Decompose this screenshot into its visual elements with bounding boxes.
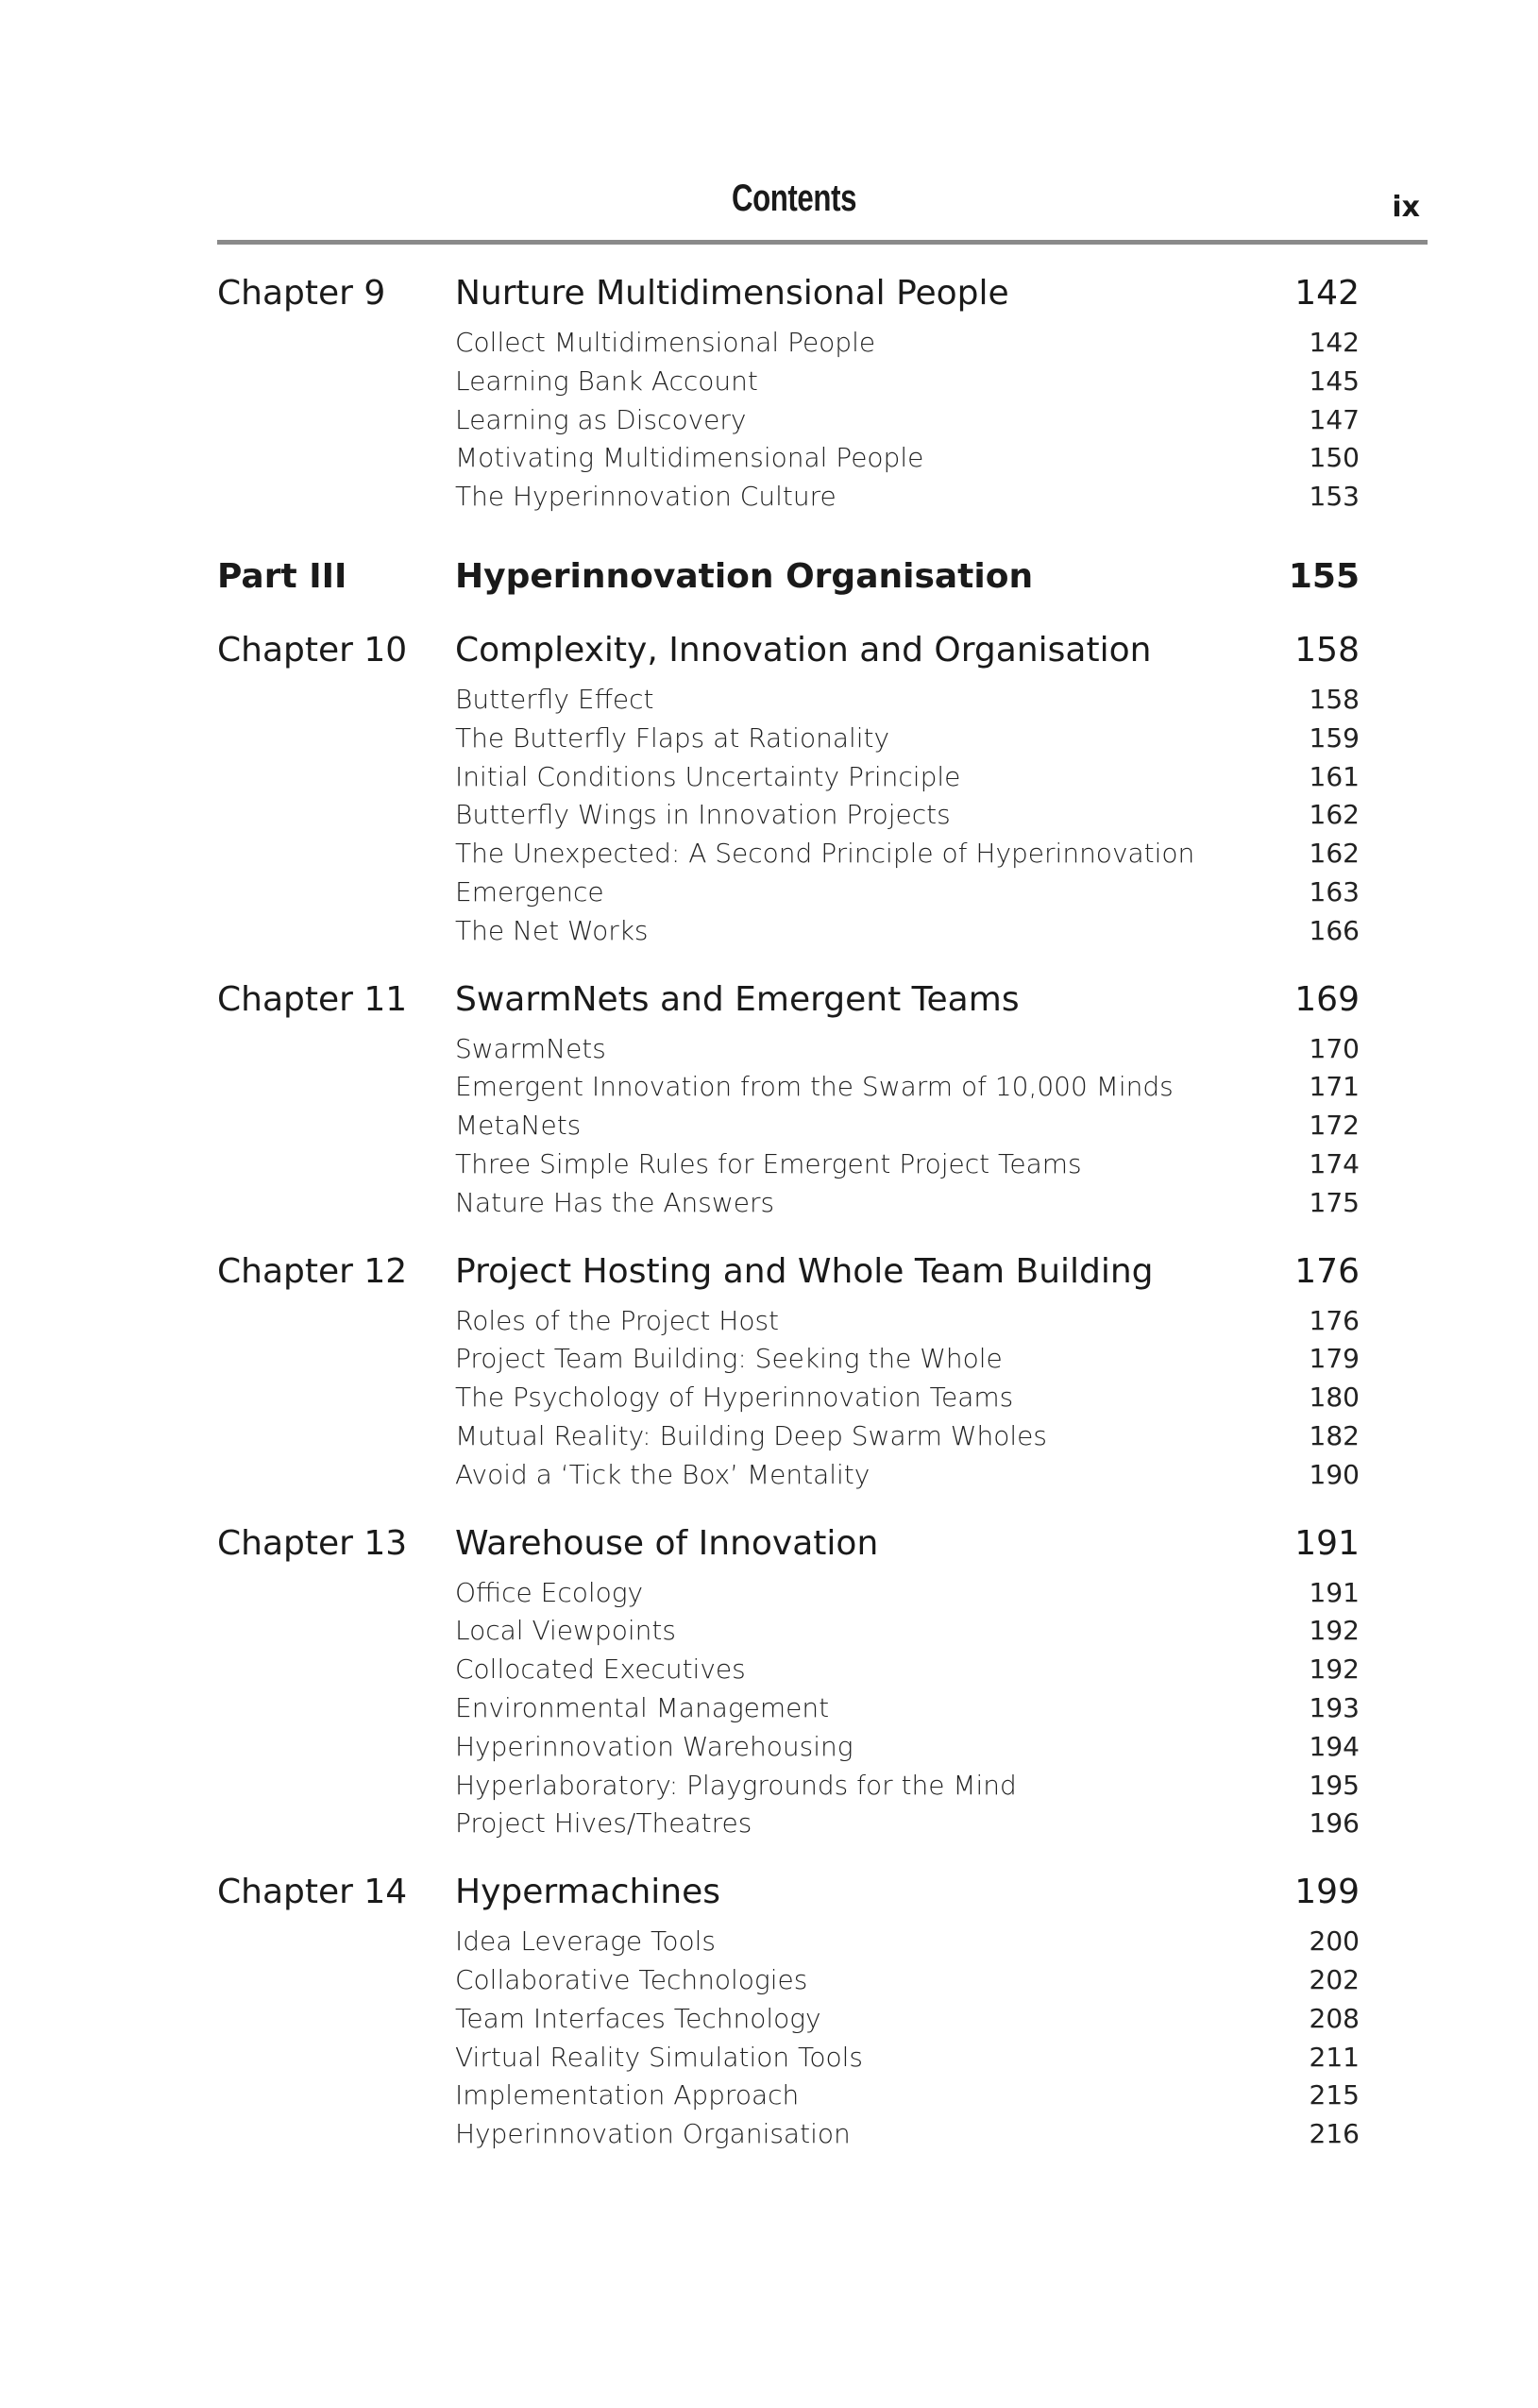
toc-chapter: [217, 274, 1360, 519]
toc-chapter: [217, 631, 1360, 954]
entry-page-number: 162: [1309, 838, 1360, 870]
entry-page-number: 200: [1309, 1925, 1360, 1958]
entry-page-number: 192: [1309, 1615, 1360, 1647]
entry-title: The Psychology of Hyperinnovation Teams: [455, 1382, 1014, 1414]
entry-title: Roles of the Project Host: [455, 1304, 780, 1336]
entry-page-number: 150: [1309, 442, 1360, 474]
entry-page-number: 161: [1309, 760, 1360, 792]
entry-page-number: 195: [1309, 1769, 1360, 1801]
entry-page-number: 216: [1309, 2118, 1360, 2150]
part-page-number: 155: [1288, 556, 1360, 596]
entry-title: Avoid a ‘Tick the Box’ Mentality: [455, 1458, 870, 1490]
entry-page-number: 159: [1309, 721, 1360, 754]
entry-page-number: 174: [1309, 1147, 1360, 1179]
toc-entry[interactable]: [455, 722, 1360, 761]
chapter-label: Chapter 11: [217, 979, 408, 1019]
toc-entry[interactable]: [455, 1807, 1360, 1846]
toc-entry[interactable]: [455, 1343, 1360, 1382]
entry-title: Team Interfaces Technology: [455, 2002, 821, 2034]
toc-chapter: [217, 980, 1360, 1226]
toc-entry[interactable]: [455, 1305, 1360, 1344]
entry-title: The Unexpected: A Second Principle of Hyperinnovation: [455, 838, 1195, 870]
chapter-heading[interactable]: [217, 1252, 1360, 1305]
entry-title: Hyperinnovation Warehousing: [455, 1730, 854, 1762]
entry-title: Virtual Reality Simulation Tools: [455, 2041, 864, 2073]
entry-page-number: 192: [1309, 1653, 1360, 1686]
toc-chapter: [217, 1252, 1360, 1498]
entry-page-number: 191: [1309, 1576, 1360, 1608]
chapter-label: Chapter 10: [217, 630, 408, 670]
toc-entry[interactable]: [455, 1148, 1360, 1187]
entry-page-number: 190: [1309, 1458, 1360, 1490]
page-title: Contents: [731, 178, 857, 219]
entry-title: Collect Multidimensional People: [455, 327, 876, 358]
entry-title: Mutual Reality: Building Deep Swarm Wholes: [455, 1419, 1047, 1451]
running-header: [217, 178, 1428, 244]
toc-entry[interactable]: [455, 1964, 1360, 2003]
entry-title: Project Team Building: Seeking the Whole: [455, 1343, 1003, 1375]
entry-title: Environmental Management: [455, 1691, 830, 1723]
entry-page-number: 171: [1309, 1071, 1360, 1103]
entry-title: Collocated Executives: [455, 1653, 746, 1686]
toc-entry[interactable]: [455, 876, 1360, 915]
chapter-title: Warehouse of Innovation: [455, 1523, 879, 1563]
chapter-label: Chapter 13: [217, 1523, 408, 1563]
toc-entry[interactable]: [455, 1033, 1360, 1072]
toc-chapter: [217, 1873, 1360, 2157]
toc-chapter: [217, 1524, 1360, 1847]
entry-title: Initial Conditions Uncertainty Principle: [455, 760, 961, 792]
entry-title: Learning Bank Account: [455, 365, 758, 397]
entry-page-number: 194: [1309, 1730, 1360, 1762]
chapter-heading[interactable]: [217, 274, 1360, 327]
entry-title: The Hyperinnovation Culture: [455, 481, 837, 513]
table-of-contents: [217, 274, 1360, 2183]
toc-entry[interactable]: [455, 838, 1360, 876]
entry-title: Hyperinnovation Organisation: [455, 2118, 851, 2150]
entry-title: Learning as Discovery: [455, 403, 747, 435]
chapter-heading[interactable]: [217, 1524, 1360, 1577]
toc-entry[interactable]: [455, 684, 1360, 722]
toc-entry[interactable]: [455, 1577, 1360, 1616]
chapter-page-number: 142: [1294, 274, 1360, 313]
entry-page-number: 147: [1309, 403, 1360, 435]
chapter-label: Chapter 12: [217, 1251, 408, 1291]
page-number: ix: [1392, 191, 1420, 224]
toc-entry[interactable]: [455, 404, 1360, 443]
entry-title: Hyperlaboratory: Playgrounds for the Mind: [455, 1769, 1017, 1801]
entry-title: Idea Leverage Tools: [455, 1925, 717, 1958]
part-heading[interactable]: [217, 557, 1360, 610]
entry-title: Nature Has the Answers: [455, 1186, 775, 1218]
toc-entry[interactable]: [455, 1459, 1360, 1498]
toc-entry[interactable]: [455, 2042, 1360, 2080]
entry-page-number: 166: [1309, 914, 1360, 946]
entry-page-number: 162: [1309, 799, 1360, 831]
toc-entry[interactable]: [455, 1770, 1360, 1808]
toc-entry[interactable]: [455, 481, 1360, 519]
chapter-page-number: 176: [1294, 1251, 1360, 1291]
toc-entry[interactable]: [455, 327, 1360, 365]
toc-entry[interactable]: [455, 1187, 1360, 1226]
toc-entry[interactable]: [455, 365, 1360, 404]
header-divider: [217, 240, 1428, 245]
chapter-title: Hypermachines: [455, 1873, 721, 1912]
entry-page-number: 211: [1309, 2041, 1360, 2073]
chapter-title: Project Hosting and Whole Team Building: [455, 1251, 1154, 1291]
toc-entry[interactable]: [455, 2003, 1360, 2042]
chapter-title: SwarmNets and Emergent Teams: [455, 979, 1020, 1019]
toc-entry[interactable]: [455, 1615, 1360, 1653]
entry-page-number: 182: [1309, 1419, 1360, 1451]
entry-page-number: 193: [1309, 1691, 1360, 1723]
chapter-label: Chapter 9: [217, 274, 386, 313]
entry-title: SwarmNets: [455, 1032, 606, 1064]
entry-title: The Butterfly Flaps at Rationality: [455, 721, 890, 754]
entry-page-number: 172: [1309, 1110, 1360, 1142]
entry-title: Implementation Approach: [455, 2079, 800, 2111]
entry-page-number: 180: [1309, 1382, 1360, 1414]
entry-title: Butterfly Wings in Innovation Projects: [455, 799, 951, 831]
entry-page-number: 153: [1309, 481, 1360, 513]
entry-title: Office Ecology: [455, 1576, 644, 1608]
entry-page-number: 170: [1309, 1032, 1360, 1064]
entry-page-number: 208: [1309, 2002, 1360, 2034]
entry-page-number: 158: [1309, 683, 1360, 715]
entry-title: Local Viewpoints: [455, 1615, 676, 1647]
entry-title: Three Simple Rules for Emergent Project Teams: [455, 1147, 1082, 1179]
toc-entry[interactable]: [455, 2118, 1360, 2157]
entry-title: The Net Works: [455, 914, 649, 946]
entry-page-number: 215: [1309, 2079, 1360, 2111]
entry-page-number: 142: [1309, 327, 1360, 358]
toc-entry[interactable]: [455, 1731, 1360, 1770]
chapter-page-number: 158: [1294, 630, 1360, 670]
part-title: Hyperinnovation Organisation: [455, 556, 1034, 596]
entry-title: Project Hives/Theatres: [455, 1807, 752, 1840]
entry-title: Emergent Innovation from the Swarm of 10,000 Minds: [455, 1071, 1174, 1103]
chapter-label: Chapter 14: [217, 1873, 408, 1912]
toc-entry[interactable]: [455, 1110, 1360, 1148]
entry-page-number: 163: [1309, 875, 1360, 907]
chapter-page-number: 199: [1294, 1873, 1360, 1912]
entry-page-number: 176: [1309, 1304, 1360, 1336]
entry-page-number: 179: [1309, 1343, 1360, 1375]
entry-title: Emergence: [455, 875, 604, 907]
chapter-page-number: 191: [1294, 1523, 1360, 1563]
entry-page-number: 145: [1309, 365, 1360, 397]
chapter-heading[interactable]: [217, 1873, 1360, 1925]
entry-page-number: 175: [1309, 1186, 1360, 1218]
toc-entry[interactable]: [455, 915, 1360, 954]
toc-entry[interactable]: [455, 1420, 1360, 1459]
toc-part: [217, 557, 1360, 610]
chapter-title: Nurture Multidimensional People: [455, 274, 1009, 313]
toc-entry[interactable]: [455, 761, 1360, 800]
toc-entry[interactable]: [455, 1382, 1360, 1420]
toc-entry[interactable]: [455, 1692, 1360, 1731]
toc-entry[interactable]: [455, 1653, 1360, 1692]
chapter-title: Complexity, Innovation and Organisation: [455, 630, 1152, 670]
toc-entry[interactable]: [455, 799, 1360, 838]
toc-entry[interactable]: [455, 1071, 1360, 1110]
entry-title: Motivating Multidimensional People: [455, 442, 924, 474]
entry-page-number: 202: [1309, 1963, 1360, 1995]
toc-entry[interactable]: [455, 1925, 1360, 1964]
entry-title: MetaNets: [455, 1110, 582, 1142]
toc-entry[interactable]: [455, 442, 1360, 481]
chapter-heading[interactable]: [217, 980, 1360, 1033]
entry-page-number: 196: [1309, 1807, 1360, 1840]
chapter-heading[interactable]: [217, 631, 1360, 684]
chapter-page-number: 169: [1294, 979, 1360, 1019]
entry-title: Collaborative Technologies: [455, 1963, 808, 1995]
toc-entry[interactable]: [455, 2079, 1360, 2118]
part-label: Part III: [217, 556, 347, 596]
entry-title: Butterfly Effect: [455, 683, 654, 715]
